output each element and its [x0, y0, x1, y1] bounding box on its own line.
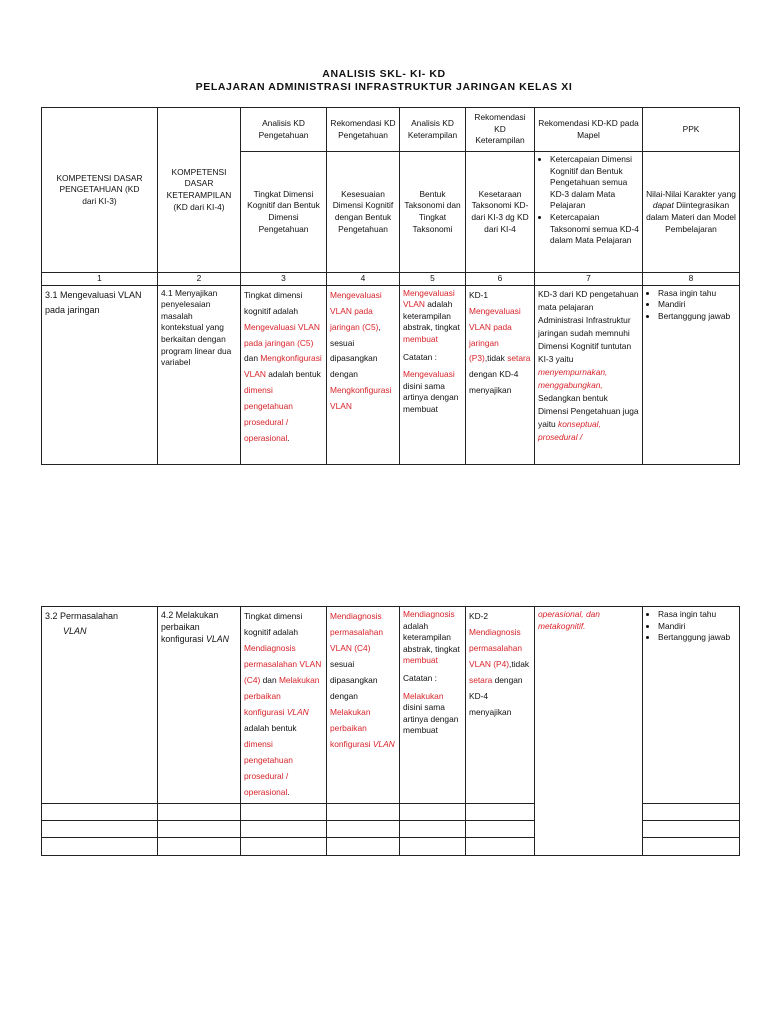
header-ppk: PPK — [643, 108, 740, 152]
row2-rekomendasi-mapel: operasional, dan metakognitif. — [535, 607, 643, 856]
row1-analisis-keterampilan: Mengevaluasi VLAN adalah keterampilan abstrak, tingkat membuat Catatan : Mengevaluasi disini sama artinya dengan membuat — [400, 285, 466, 464]
header-rekomendasi-kd-mapel: Rekomendasi KD-KD pada Mapel — [535, 108, 643, 152]
empty-cell — [327, 837, 400, 855]
column-number: 8 — [643, 273, 740, 286]
column-number: 5 — [400, 273, 466, 286]
empty-cell — [327, 803, 400, 820]
doc-title: ANALISIS SKL- KI- KD — [322, 68, 446, 80]
ppk-item: • Bertanggung jawab — [658, 311, 736, 323]
ketercapaian-item: • Ketercapaian Dimensi Kognitif dan Bentuk Pengetahuan semua KD-3 dalam Mata Pelajaran — [550, 154, 639, 212]
ppk-item: • Mandiri — [658, 299, 736, 311]
empty-cell — [466, 803, 535, 820]
row2-rekomendasi-keterampilan: KD-2 Mendiagnosis permasalahan VLAN (P4),tidak setara dengan KD-4 menyajikan — [466, 607, 535, 804]
row1-kd3: 3.1 Mengevaluasi VLAN pada jaringan — [42, 285, 158, 464]
column-number: 2 — [158, 273, 241, 286]
row1-rekomendasi-pengetahuan: Mengevaluasi VLAN pada jaringan (C5), sesuai dipasangkan dengan Mengkonfigurasi VLAN — [327, 285, 400, 464]
empty-cell — [42, 803, 158, 820]
empty-cell — [42, 837, 158, 855]
empty-cell — [327, 820, 400, 837]
empty-cell — [400, 820, 466, 837]
header-sub-ketercapaian — [535, 152, 643, 273]
column-number: 1 — [42, 273, 158, 286]
empty-cell — [241, 837, 327, 855]
row2-kd4: 4.2 Melakukan perbaikan konfigurasi VLAN — [158, 607, 241, 804]
header-sub-kesetaraan: Kesetaraan Taksonomi KD-dari KI-3 dg KD dari KI-4 — [466, 152, 535, 273]
row1-analisis-pengetahuan: Tingkat dimensi kognitif adalah Mengevaluasi VLAN pada jaringan (C5) dan Mengkonfigurasi VLAN adalah bentuk dimensi pengetahuan prosedural / operasional. — [241, 285, 327, 464]
row1-ppk — [643, 285, 740, 464]
ketercapaian-item: • Ketercapaian Taksonomi semua KD-4 dalam Mata Pelajaran — [550, 212, 639, 247]
empty-cell — [241, 803, 327, 820]
analysis-table-page1 — [41, 107, 740, 465]
empty-cell — [400, 837, 466, 855]
row2-rekomendasi-pengetahuan: Mendiagnosis permasalahan VLAN (C4) sesuai dipasangkan dengan Melakukan perbaikan konfigurasi VLAN — [327, 607, 400, 804]
header-analisis-kd-keterampilan: Analisis KD Keterampilan — [400, 108, 466, 152]
header-analisis-kd-pengetahuan: Analisis KD Pengetahuan — [241, 108, 327, 152]
empty-cell — [643, 837, 740, 855]
header-sub-tingkat-dimensi: Tingkat Dimensi Kognitif dan Bentuk Dimensi Pengetahuan — [241, 152, 327, 273]
header-sub-nilai-karakter: Nilai-Nilai Karakter yang dapat Diintegrasikan dalam Materi dan Model Pembelajaran — [643, 152, 740, 273]
ppk-item: • Mandiri — [658, 621, 736, 633]
header-rekomendasi-kd-keterampilan: Rekomendasi KD Keterampilan — [466, 108, 535, 152]
empty-cell — [400, 803, 466, 820]
header-sub-kesesuaian: Kesesuaian Dimensi Kognitif dengan Bentuk Pengetahuan — [327, 152, 400, 273]
empty-cell — [158, 820, 241, 837]
header-kd-keterampilan: KOMPETENSI DASAR KETERAMPILAN (KD dari KI-4) — [158, 108, 241, 273]
row1-kd4: 4.1 Menyajikan penyelesaian masalah kontekstual yang berkaitan dengan program linear dua variabel — [158, 285, 241, 464]
ppk-item: • Rasa ingin tahu — [658, 288, 736, 300]
header-rekomendasi-kd-pengetahuan: Rekomendasi KD Pengetahuan — [327, 108, 400, 152]
column-number: 7 — [535, 273, 643, 286]
header-sub-bentuk-taksonomi: Bentuk Taksonomi dan Tingkat Taksonomi — [400, 152, 466, 273]
empty-cell — [643, 803, 740, 820]
empty-cell — [42, 820, 158, 837]
row2-ppk — [643, 607, 740, 804]
empty-cell — [643, 820, 740, 837]
empty-cell — [158, 837, 241, 855]
ppk-item: • Rasa ingin tahu — [658, 609, 736, 621]
empty-cell — [241, 820, 327, 837]
analysis-table-page2 — [41, 606, 740, 856]
header-kd-pengetahuan: KOMPETENSI DASAR PENGETAHUAN (KD dari KI-3) — [42, 108, 158, 273]
doc-subtitle: PELAJARAN ADMINISTRASI INFRASTRUKTUR JARINGAN KELAS XI — [195, 81, 573, 93]
row1-rekomendasi-mapel: KD-3 dari KD pengetahuan mata pelajaran Administrasi Infrastruktur jaringan sudah memnuhi Dimensi Kognitif tuntutan KI-3 yaitu menyempurnakan, menggabungkan, Sedangkan bentuk Dimensi Pengetahuan juga yaitu konseptual, prosedural / — [535, 285, 643, 464]
column-number: 4 — [327, 273, 400, 286]
empty-cell — [158, 803, 241, 820]
empty-cell — [466, 820, 535, 837]
row2-kd3: 3.2 Permasalahan VLAN — [42, 607, 158, 804]
row2-analisis-pengetahuan: Tingkat dimensi kognitif adalah Mendiagnosis permasalahan VLAN (C4) dan Melakukan perbaikan konfigurasi VLAN adalah bentuk dimensi pengetahuan prosedural / operasional. — [241, 607, 327, 804]
column-number: 3 — [241, 273, 327, 286]
row1-rekomendasi-keterampilan: KD-1 Mengevaluasi VLAN pada jaringan (P3),tidak setara dengan KD-4 menyajikan — [466, 285, 535, 464]
empty-cell — [466, 837, 535, 855]
ppk-item: • Bertanggung jawab — [658, 632, 736, 644]
row2-analisis-keterampilan: Mendiagnosis adalah keterampilan abstrak, tingkat membuat Catatan : Melakukan disini sama artinya dengan membuat — [400, 607, 466, 804]
column-number: 6 — [466, 273, 535, 286]
